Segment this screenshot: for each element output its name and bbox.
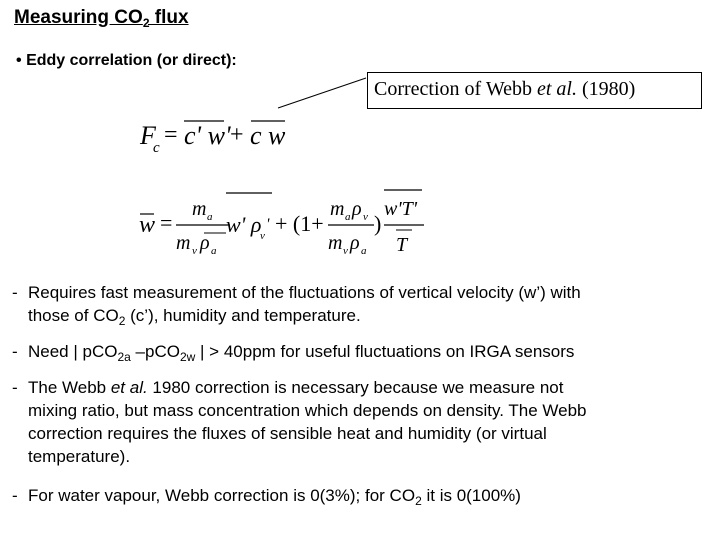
eq2-equals: = <box>160 210 173 235</box>
bullet-marker: • <box>16 52 22 69</box>
svg-text:T: T <box>396 234 408 256</box>
section-bullet <box>16 52 237 70</box>
svg-text:v: v <box>343 245 348 257</box>
svg-text:+ (1+: + (1+ <box>275 211 324 236</box>
svg-text:m: m <box>328 232 343 254</box>
bullet-text: Eddy correlation (or direct): <box>26 52 237 69</box>
svg-text:v: v <box>192 245 197 257</box>
eq1-term2: c w <box>250 121 286 150</box>
svg-text:a: a <box>207 211 213 223</box>
eq2-lhs: w <box>139 212 156 238</box>
svg-text:a: a <box>345 211 351 223</box>
eq1-term1: c' w' <box>184 121 231 150</box>
requirement-fast-measurement: - Requires fast measurement of the fluctuations of vertical velocity (w’) with those of $CO_2$ (c’), humidity and temperature. <box>12 283 581 328</box>
svg-text:a: a <box>211 245 217 257</box>
flux-equation <box>130 110 310 160</box>
requirement-water-vapour: - For water vapour, Webb correction is 0(3%); for $CO_2$ it is 0(100%) <box>12 486 521 508</box>
webb-correction-callout: Correction of Webb et al. (1980) <box>367 72 702 109</box>
eq1-equals: = <box>164 122 178 148</box>
svg-text:a: a <box>361 245 367 257</box>
svg-text:): ) <box>374 211 382 236</box>
webb-velocity-equation <box>130 183 440 265</box>
eq1-lhs: F <box>140 121 156 150</box>
svg-text:w'T': w'T' <box>384 198 418 220</box>
svg-text:w' ρ: w' ρ <box>226 212 262 237</box>
svg-text:ρ: ρ <box>200 232 210 254</box>
svg-text:v: v <box>260 230 265 242</box>
svg-text:m: m <box>192 198 207 220</box>
requirement-webb-correction: - The Webb et al. 1980 correction is necessary because we measure not mixing ratio, but mass concentration which depends on density. The Webb correction requires the fluxes of sensible heat and humidity (or virtual temperature). <box>12 378 587 466</box>
eq1-lhs-sub: c <box>153 140 160 156</box>
svg-text:ρ: ρ <box>352 198 362 220</box>
page-title: Measuring $CO_2$ flux <box>14 7 189 30</box>
svg-text:m: m <box>330 198 345 220</box>
svg-text:m: m <box>176 232 191 254</box>
requirement-pco2-difference: - Need | pCO$_{2a}$ –pCO$_{2w}$ | > 40ppm for useful fluctuations on IRGA sensors <box>12 342 575 364</box>
svg-text:ρ: ρ <box>350 232 360 254</box>
svg-text:v: v <box>363 211 368 223</box>
svg-text:': ' <box>266 216 270 233</box>
eq1-plus: + <box>230 122 244 148</box>
